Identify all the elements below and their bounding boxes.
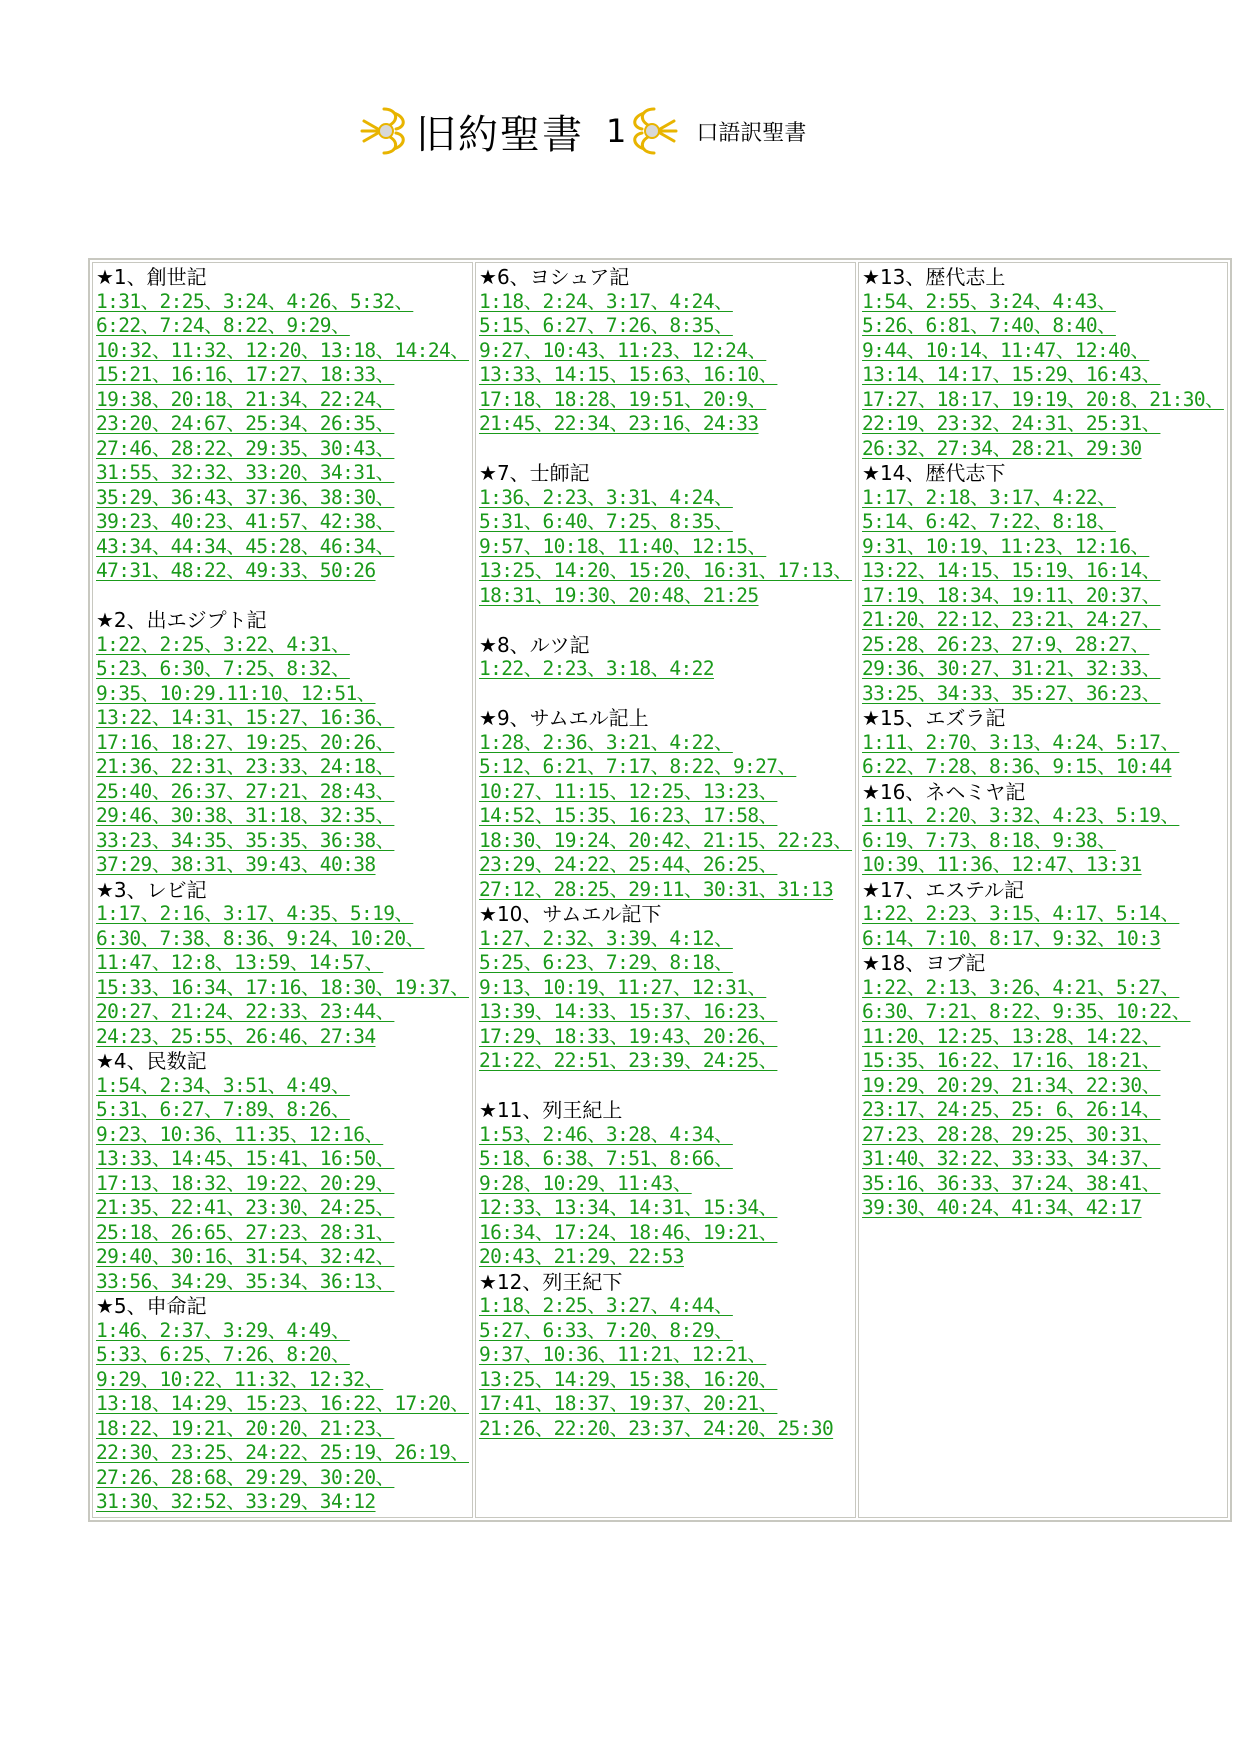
chapter-verse-line	[479, 290, 852, 315]
chapter-verse-line	[96, 388, 469, 413]
chapter-link[interactable]: 22:30、23:25、24:22、25:19、26:19、	[96, 1441, 470, 1464]
chapter-verse-line	[96, 1074, 469, 1099]
chapter-verse-line	[96, 1441, 469, 1466]
chapter-link[interactable]: 17:19、18:34、19:11、20:37、	[862, 583, 1161, 607]
chapter-link[interactable]: 13:25、14:20、15:20、16:31、17:13、	[479, 559, 853, 582]
chapter-link[interactable]: 13:22、14:15、15:19、16:14、	[862, 559, 1161, 582]
chapter-verse-line	[96, 951, 469, 976]
chapter-link[interactable]: 13:33、14:15、15:63、16:10、	[479, 363, 778, 386]
chapter-verse-line	[96, 976, 469, 1001]
chapter-verse-line	[96, 486, 469, 511]
spacer	[479, 437, 852, 462]
chapter-verse-line	[479, 1196, 852, 1221]
column-1	[92, 262, 473, 1518]
chapter-verse-line	[96, 853, 469, 878]
chapter-link[interactable]: 1:11、2:70、3:13、4:24、5:17、	[862, 730, 1180, 754]
chapter-link[interactable]: 5:15、6:27、7:26、8:35、	[479, 314, 733, 337]
chapter-verse-line	[862, 902, 1224, 927]
chapter-link[interactable]: 5:26、6:81、7:40、8:40、	[862, 314, 1116, 337]
chapter-verse-line	[96, 1466, 469, 1491]
chapter-verse-line	[862, 363, 1224, 388]
chapter-verse-line	[479, 1000, 852, 1025]
chapter-verse-line	[862, 1000, 1224, 1025]
chapter-verse-line	[96, 1245, 469, 1270]
chapter-link[interactable]: 31:40、32:22、33:33、34:37、	[862, 1147, 1161, 1170]
chapter-link[interactable]: 29:36、30:27、31:21、32:33、	[862, 657, 1161, 680]
chapter-link[interactable]: 16:34、17:24、18:46、19:21、	[479, 1220, 778, 1244]
chapter-link[interactable]: 13:22、14:31、15:27、16:36、	[96, 706, 395, 729]
chapter-verse-line	[862, 314, 1224, 339]
chapter-link[interactable]: 5:14、6:42、7:22、8:18、	[862, 510, 1116, 533]
chapter-verse-line	[479, 853, 852, 878]
chapter-link[interactable]: 27:12、28:25、29:11、30:31、31:13	[479, 877, 834, 901]
book-title: ★10、サムエル記下	[479, 902, 662, 926]
chapter-link[interactable]: 9:57、10:18、11:40、12:15、	[479, 534, 767, 558]
chapter-link[interactable]: 33:56、34:29、35:34、36:13、	[96, 1269, 395, 1293]
book-title: ★11、列王紀上	[479, 1098, 623, 1122]
chapter-link[interactable]: 10:32、11:32、12:20、13:18、14:24、	[96, 338, 470, 362]
chapter-verse-line	[479, 1147, 852, 1172]
gold-ornament-icon	[356, 103, 412, 159]
book-section	[96, 1049, 469, 1294]
book-title: ★7、士師記	[479, 461, 590, 485]
chapter-link[interactable]: 5:18、6:38、7:51、8:66、	[479, 1147, 733, 1170]
page-header	[356, 96, 806, 166]
chapter-link[interactable]: 29:46、30:38、31:18、32:35、	[96, 804, 395, 827]
chapter-verse-line	[96, 1196, 469, 1221]
chapter-link[interactable]: 5:23、6:30、7:25、8:32、	[96, 657, 350, 680]
chapter-verse-line	[96, 1098, 469, 1123]
chapter-link[interactable]: 1:22、2:23、3:18、4:22	[479, 657, 714, 680]
chapter-verse-line	[479, 535, 852, 560]
chapter-verse-line	[479, 755, 852, 780]
chapter-verse-line	[862, 1074, 1224, 1099]
chapter-verse-line	[96, 804, 469, 829]
chapter-link[interactable]: 21:35、22:41、23:30、24:25、	[96, 1196, 395, 1219]
chapter-verse-line	[96, 682, 469, 707]
spacer	[96, 584, 469, 609]
chapter-verse-line	[479, 657, 852, 682]
book-section	[479, 706, 852, 902]
book-title: ★5、申命記	[96, 1294, 207, 1318]
chapter-link[interactable]: 18:30、19:24、20:42、21:15、22:23、	[479, 828, 853, 852]
book-section	[479, 1098, 852, 1270]
chapter-link[interactable]: 13:39、14:33、15:37、16:23、	[479, 1000, 778, 1023]
book-title: ★3、レビ記	[96, 877, 207, 902]
book-section	[96, 265, 469, 608]
book-section	[862, 461, 1224, 706]
chapter-link[interactable]: 6:30、7:21、8:22、9:35、10:22、	[862, 1000, 1191, 1023]
chapter-link[interactable]: 1:18、2:24、3:17、4:24、	[479, 289, 733, 313]
chapter-verse-line	[479, 584, 852, 609]
chapter-link[interactable]: 17:13、18:32、19:22、20:29、	[96, 1171, 395, 1195]
chapter-verse-line	[862, 927, 1224, 952]
book-section	[479, 461, 852, 633]
chapter-link[interactable]: 27:26、28:68、29:29、30:20、	[96, 1465, 395, 1489]
chapter-link[interactable]: 19:38、20:18、21:34、22:24、	[96, 387, 395, 411]
chapter-link[interactable]: 23:20、24:67、25:34、26:35、	[96, 412, 395, 435]
chapter-link[interactable]: 6:30、7:38、8:36、9:24、10:20、	[96, 926, 425, 950]
chapter-verse-line	[862, 388, 1224, 413]
chapter-link[interactable]: 1:22、2:25、3:22、4:31、	[96, 632, 350, 656]
book-title: ★18、ヨブ記	[862, 951, 986, 975]
chapter-link[interactable]: 25:28、26:23、27:9、28:27、	[862, 632, 1150, 656]
chapter-link[interactable]: 1:17、2:16、3:17、4:35、5:19、	[96, 902, 414, 925]
chapter-link[interactable]: 1:28、2:36、3:21、4:22、	[479, 730, 733, 754]
chapter-verse-line	[96, 1319, 469, 1344]
chapter-verse-line	[479, 1245, 852, 1270]
chapter-verse-line	[862, 1172, 1224, 1197]
chapter-link[interactable]: 27:23、28:28、29:25、30:31、	[862, 1122, 1161, 1146]
chapter-link[interactable]: 19:29、20:29、21:34、22:30、	[862, 1073, 1161, 1097]
chapter-link[interactable]: 20:43、21:29、22:53	[479, 1245, 684, 1268]
chapter-verse-line	[96, 559, 469, 584]
chapter-verse-line	[96, 633, 469, 658]
chapter-verse-line	[479, 1343, 852, 1368]
book-title: ★1、創世記	[96, 265, 207, 289]
chapter-link[interactable]: 18:31、19:30、20:48、21:25	[479, 583, 759, 607]
chapter-verse-line	[862, 412, 1224, 437]
chapter-link[interactable]: 1:27、2:32、3:39、4:12、	[479, 926, 733, 950]
chapter-verse-line	[96, 780, 469, 805]
chapter-verse-line	[479, 486, 852, 511]
chapter-verse-line	[862, 682, 1224, 707]
book-section	[862, 878, 1224, 952]
chapter-link[interactable]: 13:18、14:29、15:23、16:22、17:20、	[96, 1392, 470, 1415]
chapter-verse-line	[96, 1123, 469, 1148]
chapter-link[interactable]: 26:32、27:34、28:21、29:30	[862, 436, 1142, 460]
chapter-verse-line	[96, 1000, 469, 1025]
chapter-verse-line	[479, 829, 852, 854]
chapter-verse-line	[479, 1417, 852, 1442]
chapter-link[interactable]: 9:44、10:14、11:47、12:40、	[862, 338, 1150, 362]
chapter-link[interactable]: 21:26、22:20、23:37、24:20、25:30	[479, 1416, 834, 1440]
chapter-verse-line	[862, 1147, 1224, 1172]
chapter-verse-line	[479, 314, 852, 339]
chapter-verse-line	[479, 510, 852, 535]
chapter-verse-line	[479, 780, 852, 805]
chapter-link[interactable]: 21:36、22:31、23:33、24:18、	[96, 755, 395, 778]
chapter-link[interactable]: 11:47、12:8、13:59、14:57、	[96, 951, 384, 974]
chapter-verse-line	[96, 1270, 469, 1295]
chapter-link[interactable]: 9:27、10:43、11:23、12:24、	[479, 338, 767, 362]
chapter-link[interactable]: 21:45、22:34、23:16、24:33	[479, 412, 759, 435]
chapter-verse-line	[96, 927, 469, 952]
chapter-verse-line	[96, 755, 469, 780]
book-title: ★6、ヨシュア記	[479, 265, 630, 289]
chapter-verse-line	[862, 1049, 1224, 1074]
book-title: ★12、列王紀下	[479, 1269, 623, 1294]
chapter-verse-line	[479, 1025, 852, 1050]
book-title: ★9、サムエル記上	[479, 706, 649, 730]
spacer	[479, 608, 852, 633]
chapter-link[interactable]: 5:25、6:23、7:29、8:18、	[479, 951, 733, 974]
chapter-verse-line	[862, 535, 1224, 560]
book-section	[862, 780, 1224, 878]
spacer	[479, 1074, 852, 1099]
chapter-link[interactable]: 29:40、30:16、31:54、32:42、	[96, 1245, 395, 1268]
chapter-verse-line	[96, 1417, 469, 1442]
chapter-link[interactable]: 12:33、13:34、14:31、15:34、	[479, 1196, 778, 1219]
chapter-link[interactable]: 17:16、18:27、19:25、20:26、	[96, 730, 395, 754]
chapter-verse-line	[862, 1025, 1224, 1050]
chapter-link[interactable]: 15:35、16:22、17:16、18:21、	[862, 1049, 1161, 1072]
chapter-link[interactable]: 17:29、18:33、19:43、20:26、	[479, 1024, 778, 1048]
book-section	[96, 1294, 469, 1515]
chapter-link[interactable]: 1:36、2:23、3:31、4:24、	[479, 485, 733, 509]
chapter-link[interactable]: 1:46、2:37、3:29、4:49、	[96, 1318, 350, 1342]
chapter-verse-line	[479, 1392, 852, 1417]
chapter-verse-line	[479, 1049, 852, 1074]
chapter-link[interactable]: 25:18、26:65、27:23、28:31、	[96, 1220, 395, 1244]
chapter-link[interactable]: 35:29、36:43、37:36、38:30、	[96, 485, 395, 509]
chapter-verse-line	[479, 1221, 852, 1246]
spacer	[479, 682, 852, 707]
chapter-link[interactable]: 15:21、16:16、17:27、18:33、	[96, 363, 395, 386]
book-title: ★16、ネヘミヤ記	[862, 779, 1026, 804]
chapter-link[interactable]: 1:54、2:55、3:24、4:43、	[862, 289, 1116, 313]
chapter-verse-line	[479, 1123, 852, 1148]
chapter-link[interactable]: 9:28、10:29、11:43、	[479, 1171, 692, 1195]
chapter-verse-line	[479, 976, 852, 1001]
chapter-verse-line	[479, 412, 852, 437]
chapter-link[interactable]: 9:29、10:22、11:32、12:32、	[96, 1367, 384, 1391]
chapter-verse-line	[479, 388, 852, 413]
chapter-verse-line	[96, 1221, 469, 1246]
chapter-link[interactable]: 39:23、40:23、41:57、42:38、	[96, 510, 395, 533]
chapter-link[interactable]: 31:55、32:32、33:20、34:31、	[96, 461, 395, 484]
chapter-link[interactable]: 24:23、25:55、26:46、27:34	[96, 1024, 376, 1048]
chapter-verse-line	[862, 853, 1224, 878]
chapter-link[interactable]: 43:34、44:34、45:28、46:34、	[96, 534, 395, 558]
chapter-verse-line	[862, 1098, 1224, 1123]
chapter-verse-line	[96, 1368, 469, 1393]
chapter-link[interactable]: 1:54、2:34、3:51、4:49、	[96, 1073, 350, 1097]
chapter-link[interactable]: 5:33、6:25、7:26、8:20、	[96, 1343, 350, 1366]
chapter-link[interactable]: 5:31、6:40、7:25、8:35、	[479, 510, 733, 533]
chapter-link[interactable]: 5:27、6:33、7:20、8:29、	[479, 1318, 733, 1342]
book-title: ★13、歴代志上	[862, 265, 1006, 289]
book-title: ★8、ルツ記	[479, 632, 590, 657]
chapter-verse-line	[862, 608, 1224, 633]
chapter-verse-line	[96, 437, 469, 462]
chapter-verse-line	[96, 412, 469, 437]
chapter-link[interactable]: 13:14、14:17、15:29、16:43、	[862, 363, 1161, 386]
column-3	[858, 262, 1228, 1518]
book-chapter-table	[88, 258, 1232, 1522]
book-section	[96, 608, 469, 878]
chapter-verse-line	[96, 535, 469, 560]
book-section	[96, 878, 469, 1050]
book-title: ★2、出エジプト記	[96, 608, 267, 632]
chapter-verse-line	[862, 1123, 1224, 1148]
chapter-verse-line	[862, 290, 1224, 315]
book-section	[479, 633, 852, 707]
chapter-link[interactable]: 21:22、22:51、23:39、24:25、	[479, 1049, 778, 1072]
chapter-link[interactable]: 33:25、34:33、35:27、36:23、	[862, 681, 1161, 705]
chapter-link[interactable]: 23:29、24:22、25:44、26:25、	[479, 853, 778, 876]
chapter-verse-line	[96, 829, 469, 854]
chapter-verse-line	[96, 1490, 469, 1515]
chapter-link[interactable]: 33:23、34:35、35:35、36:38、	[96, 828, 395, 852]
chapter-verse-line	[96, 461, 469, 486]
chapter-verse-line	[862, 633, 1224, 658]
book-section	[479, 1270, 852, 1442]
chapter-link[interactable]: 1:22、2:23、3:15、4:17、5:14、	[862, 902, 1180, 925]
page-title: 旧約聖書	[416, 111, 584, 158]
chapter-verse-line	[96, 314, 469, 339]
chapter-verse-line	[96, 1172, 469, 1197]
chapter-link[interactable]: 39:30、40:24、41:34、42:17	[862, 1196, 1142, 1219]
translation-label: 口語訳聖書	[696, 120, 807, 146]
book-section	[479, 265, 852, 461]
chapter-link[interactable]: 37:29、38:31、39:43、40:38	[96, 853, 376, 876]
chapter-link[interactable]: 17:27、18:17、19:19、20:8、21:30、	[862, 387, 1224, 411]
book-section	[479, 902, 852, 1098]
chapter-link[interactable]: 25:40、26:37、27:21、28:43、	[96, 779, 395, 803]
chapter-verse-line	[862, 584, 1224, 609]
chapter-link[interactable]: 20:27、21:24、22:33、23:44、	[96, 1000, 395, 1023]
chapter-link[interactable]: 22:19、23:32、24:31、25:31、	[862, 412, 1161, 435]
chapter-verse-line	[96, 339, 469, 364]
book-section	[862, 706, 1224, 780]
chapter-link[interactable]: 15:33、16:34、17:16、18:30、19:37、	[96, 975, 470, 999]
chapter-verse-line	[862, 1196, 1224, 1221]
chapter-verse-line	[479, 927, 852, 952]
chapter-link[interactable]: 1:31、2:25、3:24、4:26、5:32、	[96, 289, 414, 313]
column-2	[475, 262, 856, 1518]
chapter-link[interactable]: 1:18、2:25、3:27、4:44、	[479, 1294, 733, 1317]
chapter-verse-line	[96, 731, 469, 756]
chapter-link[interactable]: 35:16、36:33、37:24、38:41、	[862, 1171, 1161, 1195]
chapter-verse-line	[479, 559, 852, 584]
chapter-link[interactable]: 47:31、48:22、49:33、50:26	[96, 559, 376, 582]
chapter-link[interactable]: 23:17、24:25、25: 6、26:14、	[862, 1098, 1161, 1121]
chapter-link[interactable]: 13:33、14:45、15:41、16:50、	[96, 1147, 395, 1170]
chapter-link[interactable]: 18:22、19:21、20:20、21:23、	[96, 1416, 395, 1440]
chapter-link[interactable]: 5:12、6:21、7:17、8:22、9:27、	[479, 755, 797, 778]
gold-ornament-icon	[626, 103, 682, 159]
book-title: ★17、エステル記	[862, 877, 1025, 902]
chapter-verse-line	[862, 804, 1224, 829]
chapter-verse-line	[862, 437, 1224, 462]
chapter-verse-line	[862, 559, 1224, 584]
chapter-verse-line	[479, 804, 852, 829]
chapter-link[interactable]: 21:20、22:12、23:21、24:27、	[862, 608, 1161, 631]
book-title: ★4、民数記	[96, 1049, 207, 1073]
chapter-verse-line	[479, 363, 852, 388]
chapter-link[interactable]: 31:30、32:52、33:29、34:12	[96, 1490, 376, 1513]
chapter-link[interactable]: 6:14、7:10、8:17、9:32、10:3	[862, 926, 1161, 950]
chapter-link[interactable]: 17:18、18:28、19:51、20:9、	[479, 387, 767, 411]
chapter-link[interactable]: 9:23、10:36、11:35、12:16、	[96, 1122, 384, 1146]
chapter-verse-line	[862, 486, 1224, 511]
chapter-link[interactable]: 13:25、14:29、15:38、16:20、	[479, 1367, 778, 1391]
chapter-verse-line	[862, 510, 1224, 535]
chapter-verse-line	[96, 1343, 469, 1368]
chapter-link[interactable]: 1:53、2:46、3:28、4:34、	[479, 1122, 733, 1146]
chapter-link[interactable]: 9:35、10:29.11:10、12:51、	[96, 681, 376, 705]
chapter-verse-line	[862, 731, 1224, 756]
chapter-verse-line	[96, 1392, 469, 1417]
chapter-verse-line	[479, 1319, 852, 1344]
chapter-verse-line	[479, 1172, 852, 1197]
chapter-link[interactable]: 10:39、11:36、12:47、13:31	[862, 853, 1142, 876]
chapter-verse-line	[96, 657, 469, 682]
chapter-link[interactable]: 1:17、2:18、3:17、4:22、	[862, 485, 1116, 509]
book-title: ★15、エズラ記	[862, 706, 1006, 730]
chapter-link[interactable]: 6:19、7:73、8:18、9:38、	[862, 828, 1116, 852]
chapter-link[interactable]: 1:22、2:13、3:26、4:21、5:27、	[862, 975, 1180, 999]
chapter-verse-line	[479, 731, 852, 756]
chapter-link[interactable]: 6:22、7:24、8:22、9:29、	[96, 314, 350, 337]
book-section	[862, 951, 1224, 1221]
chapter-verse-line	[96, 290, 469, 315]
chapter-verse-line	[96, 902, 469, 927]
chapter-link[interactable]: 5:31、6:27、7:89、8:26、	[96, 1098, 350, 1121]
chapter-link[interactable]: 9:37、10:36、11:21、12:21、	[479, 1343, 767, 1366]
chapter-link[interactable]: 9:31、10:19、11:23、12:16、	[862, 534, 1150, 558]
chapter-verse-line	[862, 755, 1224, 780]
chapter-verse-line	[479, 951, 852, 976]
book-section	[862, 265, 1224, 461]
chapter-verse-line	[479, 1294, 852, 1319]
chapter-verse-line	[96, 363, 469, 388]
chapter-verse-line	[862, 829, 1224, 854]
chapter-link[interactable]: 6:22、7:28、8:36、9:15、10:44	[862, 755, 1172, 778]
book-title: ★14、歴代志下	[862, 461, 1006, 485]
chapter-link[interactable]: 11:20、12:25、13:28、14:22、	[862, 1024, 1161, 1048]
chapter-verse-line	[96, 510, 469, 535]
chapter-link[interactable]: 17:41、18:37、19:37、20:21、	[479, 1392, 778, 1415]
chapter-verse-line	[862, 339, 1224, 364]
chapter-link[interactable]: 1:11、2:20、3:32、4:23、5:19、	[862, 804, 1180, 827]
chapter-verse-line	[862, 976, 1224, 1001]
chapter-verse-line	[862, 657, 1224, 682]
volume-number: 1	[606, 112, 627, 150]
chapter-verse-line	[96, 706, 469, 731]
chapter-link[interactable]: 14:52、15:35、16:23、17:58、	[479, 804, 778, 827]
chapter-link[interactable]: 27:46、28:22、29:35、30:43、	[96, 436, 395, 460]
chapter-verse-line	[96, 1025, 469, 1050]
chapter-link[interactable]: 10:27、11:15、12:25、13:23、	[479, 779, 778, 803]
chapter-verse-line	[479, 1368, 852, 1393]
chapter-verse-line	[479, 339, 852, 364]
chapter-verse-line	[479, 878, 852, 903]
chapter-link[interactable]: 9:13、10:19、11:27、12:31、	[479, 975, 767, 999]
chapter-verse-line	[96, 1147, 469, 1172]
